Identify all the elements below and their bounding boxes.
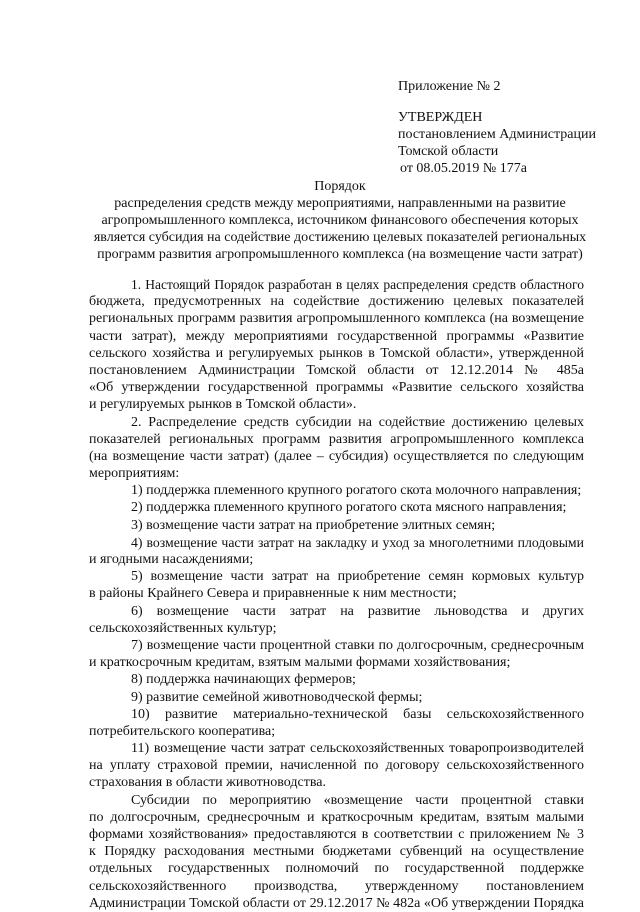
list-item: 3) возмещение части затрат на приобретение элитных семян; (131, 517, 496, 533)
title-line: является субсидия на содействие достижению целевых показателей региональных (93, 230, 587, 245)
body-line: постановлением Администрации Томской области от 12.12.2014 № 485а (89, 362, 584, 378)
body-line: 2. Распределение средств субсидии на содействие достижению целевых (131, 414, 584, 430)
body-line: региональных программ развития агропромышленного комплекса (на возмещение (89, 311, 584, 327)
body-line: бюджета, предусмотренных на содействие достижению целевых показателей (89, 294, 584, 310)
body-line: к Порядку расходования местными бюджетами субвенций на осуществление (89, 844, 584, 860)
title-line: программ развития агропромышленного комплекса (на возмещение части затрат) (97, 247, 583, 262)
body-line: сельского хозяйства и регулируемых рынков в Томской области», утвержденной (89, 345, 584, 361)
body-line: и регулируемых рынков в Томской области». (89, 397, 357, 413)
list-item-continuation: страхования в области животноводства. (89, 775, 326, 791)
list-item: 10) развитие материально-технической базы сельскохозяйственного (131, 706, 584, 722)
list-item: 9) развитие семейной животноводческой фермы; (131, 689, 423, 705)
body-line: мероприятиям: (89, 466, 180, 482)
list-item-continuation: на уплату страховой премии, начисленной по договору сельскохозяйственного (89, 758, 584, 774)
list-item-continuation: сельскохозяйственных культур; (89, 620, 277, 636)
document-title (80, 178, 600, 263)
approval-word: УТВЕРЖДЕН (398, 110, 483, 125)
title-line: распределения средств между мероприятиями, направленными на развитие (114, 196, 566, 211)
body-line: Администрации Томской области от 29.12.2017 № 482а «Об утверждении Порядка (89, 895, 584, 911)
list-item: 5) возмещение части затрат на приобретение семян кормовых культур (131, 569, 584, 585)
body-line: отдельных государственных полномочий по государственной поддержке (89, 861, 584, 877)
list-item-continuation: и краткосрочным кредитам, взятым малыми формами хозяйствования; (89, 655, 511, 671)
list-item-continuation: и ягодными насаждениями; (89, 552, 254, 567)
list-item-continuation: потребительского кооператива; (89, 723, 276, 739)
document-body (89, 276, 584, 912)
list-item: 1) поддержка племенного крупного рогатого скота молочного направления; (131, 483, 582, 499)
list-item-continuation: в районы Крайнего Севера и приравненные к ним местности; (89, 586, 457, 602)
list-item: 2) поддержка племенного крупного рогатого скота мясного направления; (131, 500, 567, 516)
list-item: 7) возмещение части процентной ставки по долгосрочным, среднесрочным (131, 637, 584, 653)
list-item: 11) возмещение части затрат сельскохозяйственных товаропроизводителей (131, 741, 584, 757)
approval-line-3: от 08.05.2019 № 177а (400, 161, 528, 176)
approval-block (398, 109, 596, 177)
body-line: по долгосрочным, среднесрочным и краткосрочным кредитам, взятым малыми (89, 809, 584, 825)
body-line: сельскохозяйственного производства, утвержденному постановлением (89, 878, 584, 894)
body-line: (на возмещение части затрат) (далее – субсидия) осуществляется по следующим (89, 448, 584, 464)
title-line: агропромышленного комплекса, источником финансового обеспечения которых (101, 213, 579, 228)
title-heading: Порядок (314, 179, 366, 194)
appendix-label: Приложение № 2 (398, 79, 501, 94)
list-item: 4) возмещение части затрат на закладку и уход за многолетними плодовыми (131, 534, 584, 550)
approval-line-1: постановлением Администрации (398, 127, 596, 142)
body-line: части затрат), между мероприятиями государственной программы «Развитие (89, 328, 584, 344)
body-line: формами хозяйствования» предоставляются в соответствии с приложением № 3 (89, 827, 584, 842)
list-item: 8) поддержка начинающих фермеров; (131, 672, 356, 688)
body-line: «Об утверждении государственной программы «Развитие сельского хозяйства (89, 380, 584, 396)
list-item: 6) возмещение части затрат на развитие льноводства и других (131, 603, 584, 619)
body-line: Субсидии по мероприятию «возмещение части процентной ставки (131, 792, 584, 808)
approval-line-2: Томской области (398, 144, 499, 159)
body-line: показателей региональных программ развития агропромышленного комплекса (89, 431, 584, 447)
body-line: 1. Настоящий Порядок разработан в целях распределения средств областного (131, 277, 584, 292)
